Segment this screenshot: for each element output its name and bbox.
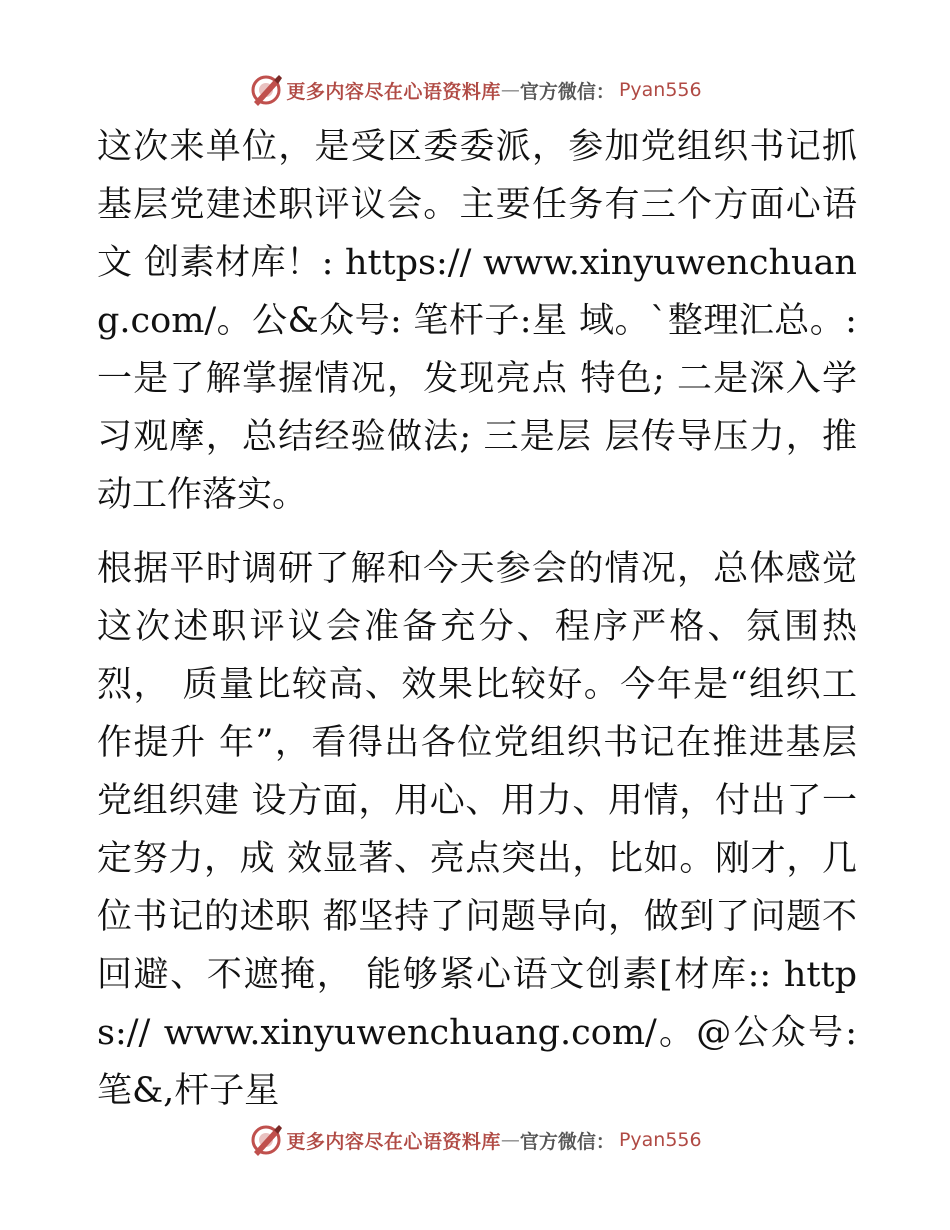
text-line: 创素材库！: https://	[144, 243, 472, 283]
wechat-label: 官方微信：	[519, 1130, 615, 1153]
text-line: 都坚持了问题导向，做到了问题不回避、不遮掩，	[97, 897, 857, 995]
text-line: 这次来单位，是受区委委派，参加党组织书记抓	[97, 127, 857, 167]
separator: —	[500, 1129, 520, 1151]
header-watermark	[0, 70, 950, 110]
text-line: 这次述职评议会准备充分、程序严格、氛围热烈，	[97, 607, 857, 705]
document-body	[97, 118, 857, 1120]
text-line: 设方面，用心、用力、用情，付出了一定努力，成	[97, 781, 857, 879]
text-line: 效显著、亮点突出，比如。刚才，几位书记的述职	[97, 839, 857, 937]
text-line: www.xinyuwenchuang.com/。@公众号: 笔&,杆子星	[97, 1013, 857, 1111]
wechat-label: 官方微信：	[519, 80, 615, 103]
text-line: www.xinyuwenchuang.com/。公&众号: 笔杆子:星	[97, 243, 857, 341]
wechat-id: Pyan556	[618, 79, 702, 101]
text-line: 质量比较高、效果比较好。今年是“组织工作提升	[97, 665, 857, 763]
text-line: 根据平时调研了解和今天参会的情况，总体感觉	[97, 549, 857, 589]
pen-logo-icon	[248, 1122, 284, 1158]
text-line: 特色; 二是深入学习观摩，总结经验做法; 三是层	[97, 359, 857, 457]
separator: —	[500, 79, 520, 101]
pen-logo-icon	[248, 72, 284, 108]
promo-text: 更多内容尽在心语资料库	[286, 80, 501, 103]
text-line: 域。`整理汇总。: 一是了解掌握情况，发现亮点	[97, 301, 857, 399]
text-line: 年”，看得出各位党组织书记在推进基层党组织建	[97, 723, 857, 821]
wechat-id: Pyan556	[618, 1129, 702, 1151]
text-line: 基层党建述职评议会。主要任务有三个方面心语文	[97, 185, 857, 283]
text-line: 能够紧心语文创素[材库:: https://	[97, 955, 857, 1053]
footer-watermark	[0, 1120, 950, 1160]
promo-text: 更多内容尽在心语资料库	[286, 1130, 501, 1153]
paragraph-2	[97, 540, 857, 1120]
paragraph-1	[97, 118, 857, 524]
text-line: 层传导压力，推动工作落实。	[97, 417, 857, 515]
